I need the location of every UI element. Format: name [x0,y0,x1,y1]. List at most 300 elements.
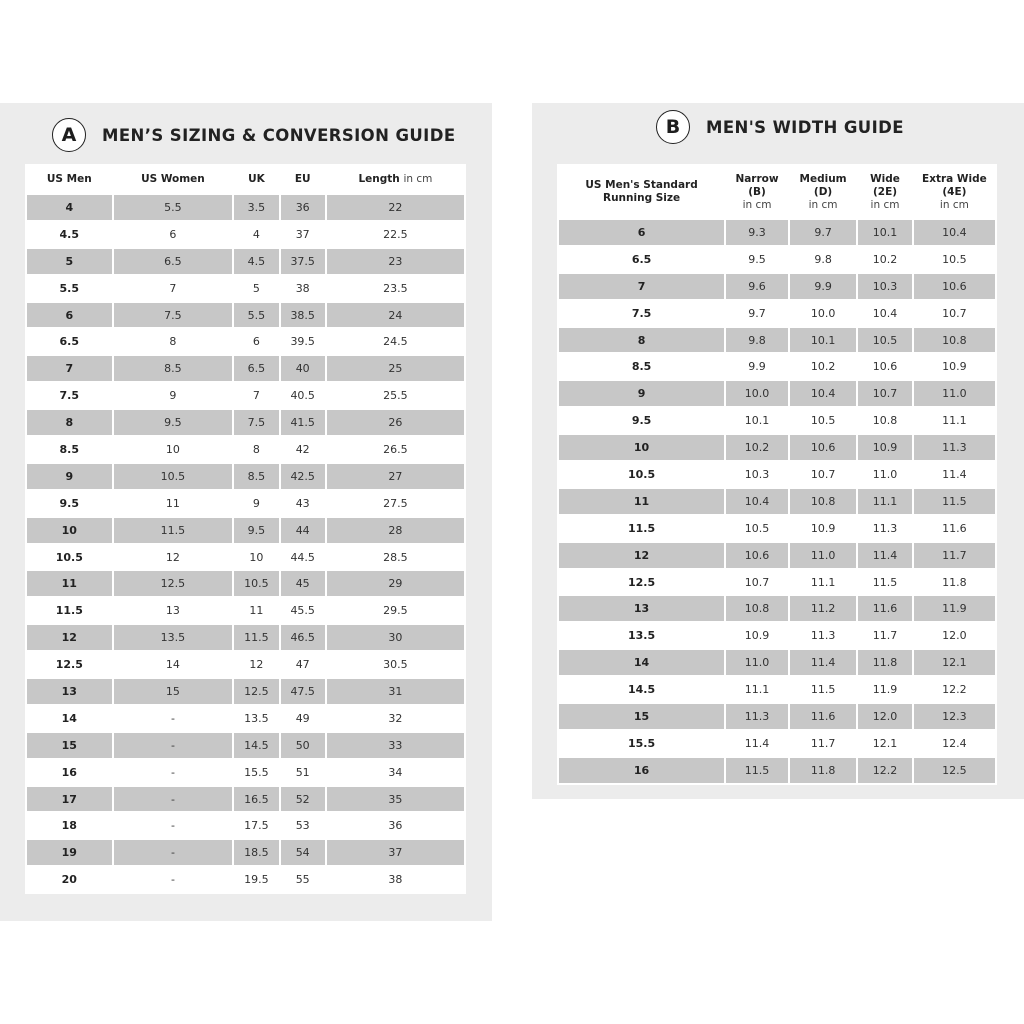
table-cell: 8.5 [234,464,278,489]
table-row [559,650,995,675]
column-header-label: EU [294,173,311,185]
table-cell: 10 [27,518,112,543]
table-row [559,354,995,379]
table-cell: 35 [327,787,464,812]
table-cell: 4.5 [234,249,278,274]
table-row [559,543,995,568]
table-cell: 47.5 [281,679,325,704]
table-cell: 53 [295,819,310,833]
table-row [27,813,464,838]
table-cell: 11.0 [914,381,995,406]
sizing-guide-panel [0,103,492,921]
table-cell: 12.0 [858,704,912,729]
table-cell: 15.5 [244,765,269,779]
table-cell: 9.5 [114,410,233,435]
table-cell: 40.5 [290,389,315,403]
table-cell: 7.5 [631,306,652,320]
table-row [27,679,464,704]
table-cell: 7 [27,356,112,381]
column-header-label: UK [248,173,265,185]
table-cell: 10.6 [726,543,788,568]
table-cell: 14.5 [234,733,278,758]
width-guide-title: MEN'S WIDTH GUIDE [706,117,904,137]
table-row [559,596,995,621]
table-cell: 11.5 [872,575,898,589]
table-cell: 11.5 [726,758,788,783]
table-cell: 11.5 [234,625,278,650]
table-cell: 15 [27,733,112,758]
table-cell: 16 [559,758,724,783]
table-row [27,760,464,785]
table-cell: 10.4 [872,306,898,320]
table-cell: 7 [252,389,260,403]
table-cell: 12.0 [942,629,967,643]
table-cell: 12.5 [55,658,83,672]
table-cell: 7 [559,274,724,299]
table-cell: 50 [281,733,325,758]
table-cell: 44.5 [290,550,315,564]
table-cell: 9.9 [748,360,766,374]
table-cell: 17.5 [244,819,269,833]
table-cell: 11.9 [914,596,995,621]
table-cell: 40 [281,356,325,381]
column-header-label: US Men's Standard Running Size [585,179,698,204]
table-cell: 9 [169,389,177,403]
table-cell: 6.5 [234,356,278,381]
column-header-label: Narrow (B) [735,172,779,198]
table-cell: 22.5 [383,227,408,241]
table-cell: 11 [249,604,264,618]
column-header [234,166,278,193]
table-cell: 11.7 [872,629,898,643]
table-cell: 6 [559,220,724,245]
column-header-unit: in cm [742,198,772,211]
column-header [327,166,464,193]
table-cell: 12.5 [114,571,233,596]
table-cell: 18.5 [234,840,278,865]
table-cell: 28.5 [383,550,408,564]
table-cell: 9 [27,464,112,489]
table-cell: 10.5 [627,467,656,481]
table-row [27,787,464,812]
table-row [27,437,464,462]
table-cell: 45 [281,571,325,596]
table-cell: 14.5 [627,683,656,697]
table-cell: 10.5 [234,571,278,596]
table-cell: 12 [27,625,112,650]
column-header-label: US Women [141,173,205,185]
table-row [559,623,995,648]
table-cell: 5.5 [59,281,80,295]
table-cell: 8 [169,335,177,349]
table-cell: 11.7 [810,736,836,750]
table-row [559,328,995,353]
table-cell: 10.8 [914,328,995,353]
table-cell: 10.4 [726,489,788,514]
table-cell: 9.3 [726,220,788,245]
table-row [27,410,464,435]
column-header-unit: in cm [403,173,433,185]
table-cell: 10.7 [810,467,836,481]
table-cell: 4 [27,195,112,220]
column-header [114,166,233,193]
table-cell: 10.1 [744,414,770,428]
table-cell: - [114,787,233,812]
table-cell: 13.5 [244,711,269,725]
column-header-unit: in cm [808,198,838,211]
table-cell: 10.5 [858,328,912,353]
table-cell: 11 [27,571,112,596]
table-cell: 11.1 [744,683,770,697]
table-cell: 10.5 [114,464,233,489]
table-cell: 18 [61,819,77,833]
table-cell: 12.4 [942,736,967,750]
badge-a: A [52,118,86,152]
table-cell: - [170,819,175,833]
table-cell: 11.8 [858,650,912,675]
sizing-guide-header [52,115,456,155]
table-cell: 34 [388,765,403,779]
table-cell: 4 [252,227,260,241]
table-row [559,516,995,541]
table-row [27,652,464,677]
table-cell: 11.7 [914,543,995,568]
table-cell: 6.5 [59,335,80,349]
table-cell: 8 [252,442,260,456]
table-cell: 27.5 [383,496,408,510]
sizing-table [25,164,466,894]
table-cell: 11.5 [114,518,233,543]
table-cell: 10.6 [914,274,995,299]
table-cell: 10.2 [726,435,788,460]
table-cell: 42 [295,442,310,456]
table-cell: 10.9 [744,629,770,643]
table-cell: 11.2 [790,596,856,621]
table-cell: 10.3 [744,467,770,481]
table-row [27,383,464,408]
table-cell: 11.4 [942,467,967,481]
table-cell: 6 [27,303,112,328]
table-cell: 22 [327,195,464,220]
table-cell: - [170,711,175,725]
table-cell: 10.8 [872,414,898,428]
table-cell: 10.0 [810,306,836,320]
table-row [559,462,995,487]
table-cell: 11.6 [858,596,912,621]
table-cell: 10 [165,442,180,456]
table-cell: 10.3 [858,274,912,299]
table-cell: 13 [165,604,180,618]
table-cell: 28 [327,518,464,543]
table-cell: 29 [327,571,464,596]
table-cell: 32 [388,711,403,725]
table-cell: 13.5 [627,629,656,643]
table-cell: 11.5 [914,489,995,514]
table-cell: - [170,873,175,887]
table-cell: 29.5 [383,604,408,618]
table-row [27,571,464,596]
table-cell: 47 [295,658,310,672]
width-guide-header [656,110,904,144]
table-row [559,570,995,595]
table-cell: 6 [252,335,260,349]
table-cell: 16 [61,765,77,779]
table-cell: 12.2 [858,758,912,783]
table-cell: 30 [327,625,464,650]
column-header [790,166,856,218]
table-row [559,704,995,729]
table-cell: 8 [27,410,112,435]
column-header [914,166,995,218]
table-cell: 9.5 [631,414,652,428]
table-cell: 36 [388,819,403,833]
table-cell: 17 [27,787,112,812]
table-cell: 14 [559,650,724,675]
table-cell: 10.9 [942,360,967,374]
table-cell: 39.5 [290,335,315,349]
table-row [559,381,995,406]
column-header [559,166,724,218]
table-row [27,625,464,650]
table-cell: 6 [169,227,177,241]
table-cell: 45.5 [290,604,315,618]
table-cell: 11.0 [790,543,856,568]
table-cell: 42.5 [281,464,325,489]
table-cell: 36 [281,195,325,220]
table-cell: 10.1 [790,328,856,353]
table-cell: 11.6 [790,704,856,729]
table-cell: 10.8 [790,489,856,514]
table-row [559,435,995,460]
table-cell: 12.1 [872,736,898,750]
table-cell: 5.5 [114,195,233,220]
table-cell: 12.5 [914,758,995,783]
table-cell: 9 [252,496,260,510]
table-cell: 10.9 [858,435,912,460]
column-header-label: Wide (2E) [870,172,900,198]
table-row [27,222,464,247]
table-cell: 11.5 [627,521,656,535]
table-cell: 10.2 [810,360,836,374]
table-cell: 5 [252,281,260,295]
table-cell: 14 [61,711,77,725]
table-row [27,545,464,570]
table-cell: 51 [295,765,310,779]
table-cell: 10 [559,435,724,460]
table-cell: 10.5 [55,550,83,564]
table-cell: 23.5 [383,281,408,295]
table-cell: 11.9 [872,683,898,697]
table-cell: 10 [249,550,264,564]
table-cell: 5 [27,249,112,274]
table-row [559,489,995,514]
table-cell: 23 [327,249,464,274]
table-cell: 19 [27,840,112,865]
column-header-label: Extra Wide (4E) [922,172,987,198]
table-cell: 10.7 [858,381,912,406]
table-cell: 19.5 [244,873,269,887]
table-cell: 11.4 [744,736,770,750]
table-cell: 11.5 [810,683,836,697]
table-cell: 15.5 [627,736,656,750]
table-cell: 11.3 [726,704,788,729]
table-row [27,464,464,489]
table-cell: 11.3 [914,435,995,460]
table-cell: 10.4 [914,220,995,245]
table-cell: 4.5 [59,227,80,241]
badge-b: B [656,110,690,144]
table-cell: 46.5 [281,625,325,650]
table-cell: 37 [295,227,310,241]
table-cell: - [114,840,233,865]
table-cell: 9.6 [726,274,788,299]
table-cell: 41.5 [281,410,325,435]
table-row [559,758,995,783]
table-cell: 7.5 [114,303,233,328]
table-cell: 11.1 [858,489,912,514]
table-cell: 10.6 [790,435,856,460]
table-cell: 10.2 [872,252,898,266]
table-cell: 10.9 [810,521,836,535]
table-cell: 11.4 [858,543,912,568]
table-cell: 11.3 [872,521,898,535]
table-cell: 7 [169,281,177,295]
table-cell: 16.5 [234,787,278,812]
column-header [281,166,325,193]
table-cell: 9.5 [59,496,80,510]
table-row [27,706,464,731]
column-header [726,166,788,218]
table-row [27,491,464,516]
table-cell: 15 [559,704,724,729]
table-row [559,220,995,245]
sizing-table-header-row [27,166,464,193]
column-header-label: US Men [46,173,92,185]
table-row [27,867,464,892]
table-cell: 38.5 [281,303,325,328]
table-cell: 9.8 [726,328,788,353]
table-cell: 6.5 [631,252,652,266]
table-cell: 55 [295,873,310,887]
table-cell: 38 [295,281,310,295]
table-cell: 12 [165,550,180,564]
table-cell: 33 [327,733,464,758]
table-cell: 9.9 [790,274,856,299]
table-cell: 10.5 [744,521,770,535]
table-cell: 24.5 [383,335,408,349]
table-row [559,274,995,299]
table-cell: 11.0 [872,467,898,481]
table-cell: 12.5 [627,575,656,589]
table-row [27,249,464,274]
table-cell: 7.5 [59,389,80,403]
table-row [27,598,464,623]
table-cell: 11.1 [810,575,836,589]
table-cell: 11 [559,489,724,514]
table-cell: 3.5 [234,195,278,220]
table-cell: 9.8 [814,252,832,266]
table-cell: 13 [27,679,112,704]
table-cell: 5.5 [234,303,278,328]
table-cell: 54 [281,840,325,865]
table-cell: 10.8 [726,596,788,621]
table-cell: 24 [327,303,464,328]
table-cell: 11.1 [942,414,967,428]
table-row [27,329,464,354]
table-row [559,247,995,272]
table-cell: 9.7 [748,306,766,320]
table-row [559,301,995,326]
table-cell: 11.5 [55,604,83,618]
column-header-unit: in cm [939,198,969,211]
table-row [27,356,464,381]
table-cell: - [170,765,175,779]
table-cell: 11 [165,496,180,510]
table-cell: 12.5 [234,679,278,704]
table-cell: 37 [327,840,464,865]
table-cell: 26 [327,410,464,435]
table-cell: 11.4 [790,650,856,675]
table-cell: 49 [295,711,310,725]
table-cell: 20 [61,873,77,887]
table-cell: 9 [559,381,724,406]
width-table [557,164,997,785]
table-row [559,677,995,702]
table-cell: 8 [559,328,724,353]
table-cell: 7.5 [234,410,278,435]
table-cell: 6.5 [114,249,233,274]
table-cell: 27 [327,464,464,489]
table-cell: 9.5 [748,252,766,266]
table-cell: 14 [165,658,180,672]
table-cell: 10.7 [942,306,967,320]
table-cell: 37.5 [281,249,325,274]
table-cell: 9.7 [790,220,856,245]
table-row [27,840,464,865]
table-cell: 11.6 [942,521,967,535]
table-cell: 44 [281,518,325,543]
table-cell: 25.5 [383,389,408,403]
table-cell: 12.3 [914,704,995,729]
table-cell: 10.4 [790,381,856,406]
table-cell: 10.7 [744,575,770,589]
table-cell: 10.6 [872,360,898,374]
table-cell: 52 [281,787,325,812]
table-cell: 12.1 [914,650,995,675]
table-cell: 12 [559,543,724,568]
column-header-label: Medium (D) [799,172,847,198]
table-cell: 25 [327,356,464,381]
table-cell: 43 [295,496,310,510]
table-cell: - [114,733,233,758]
table-cell: 11.0 [726,650,788,675]
table-row [559,731,995,756]
table-cell: 11.3 [810,629,836,643]
table-cell: 12.2 [942,683,967,697]
table-cell: 8.5 [114,356,233,381]
table-cell: 13.5 [114,625,233,650]
table-cell: 31 [327,679,464,704]
table-cell: 8.5 [59,442,80,456]
table-cell: 8.5 [631,360,652,374]
table-cell: 10.5 [810,414,836,428]
table-cell: 12 [249,658,264,672]
table-cell: 26.5 [383,442,408,456]
table-cell: 10.5 [942,252,967,266]
table-row [27,518,464,543]
table-cell: 30.5 [383,658,408,672]
table-row [27,733,464,758]
